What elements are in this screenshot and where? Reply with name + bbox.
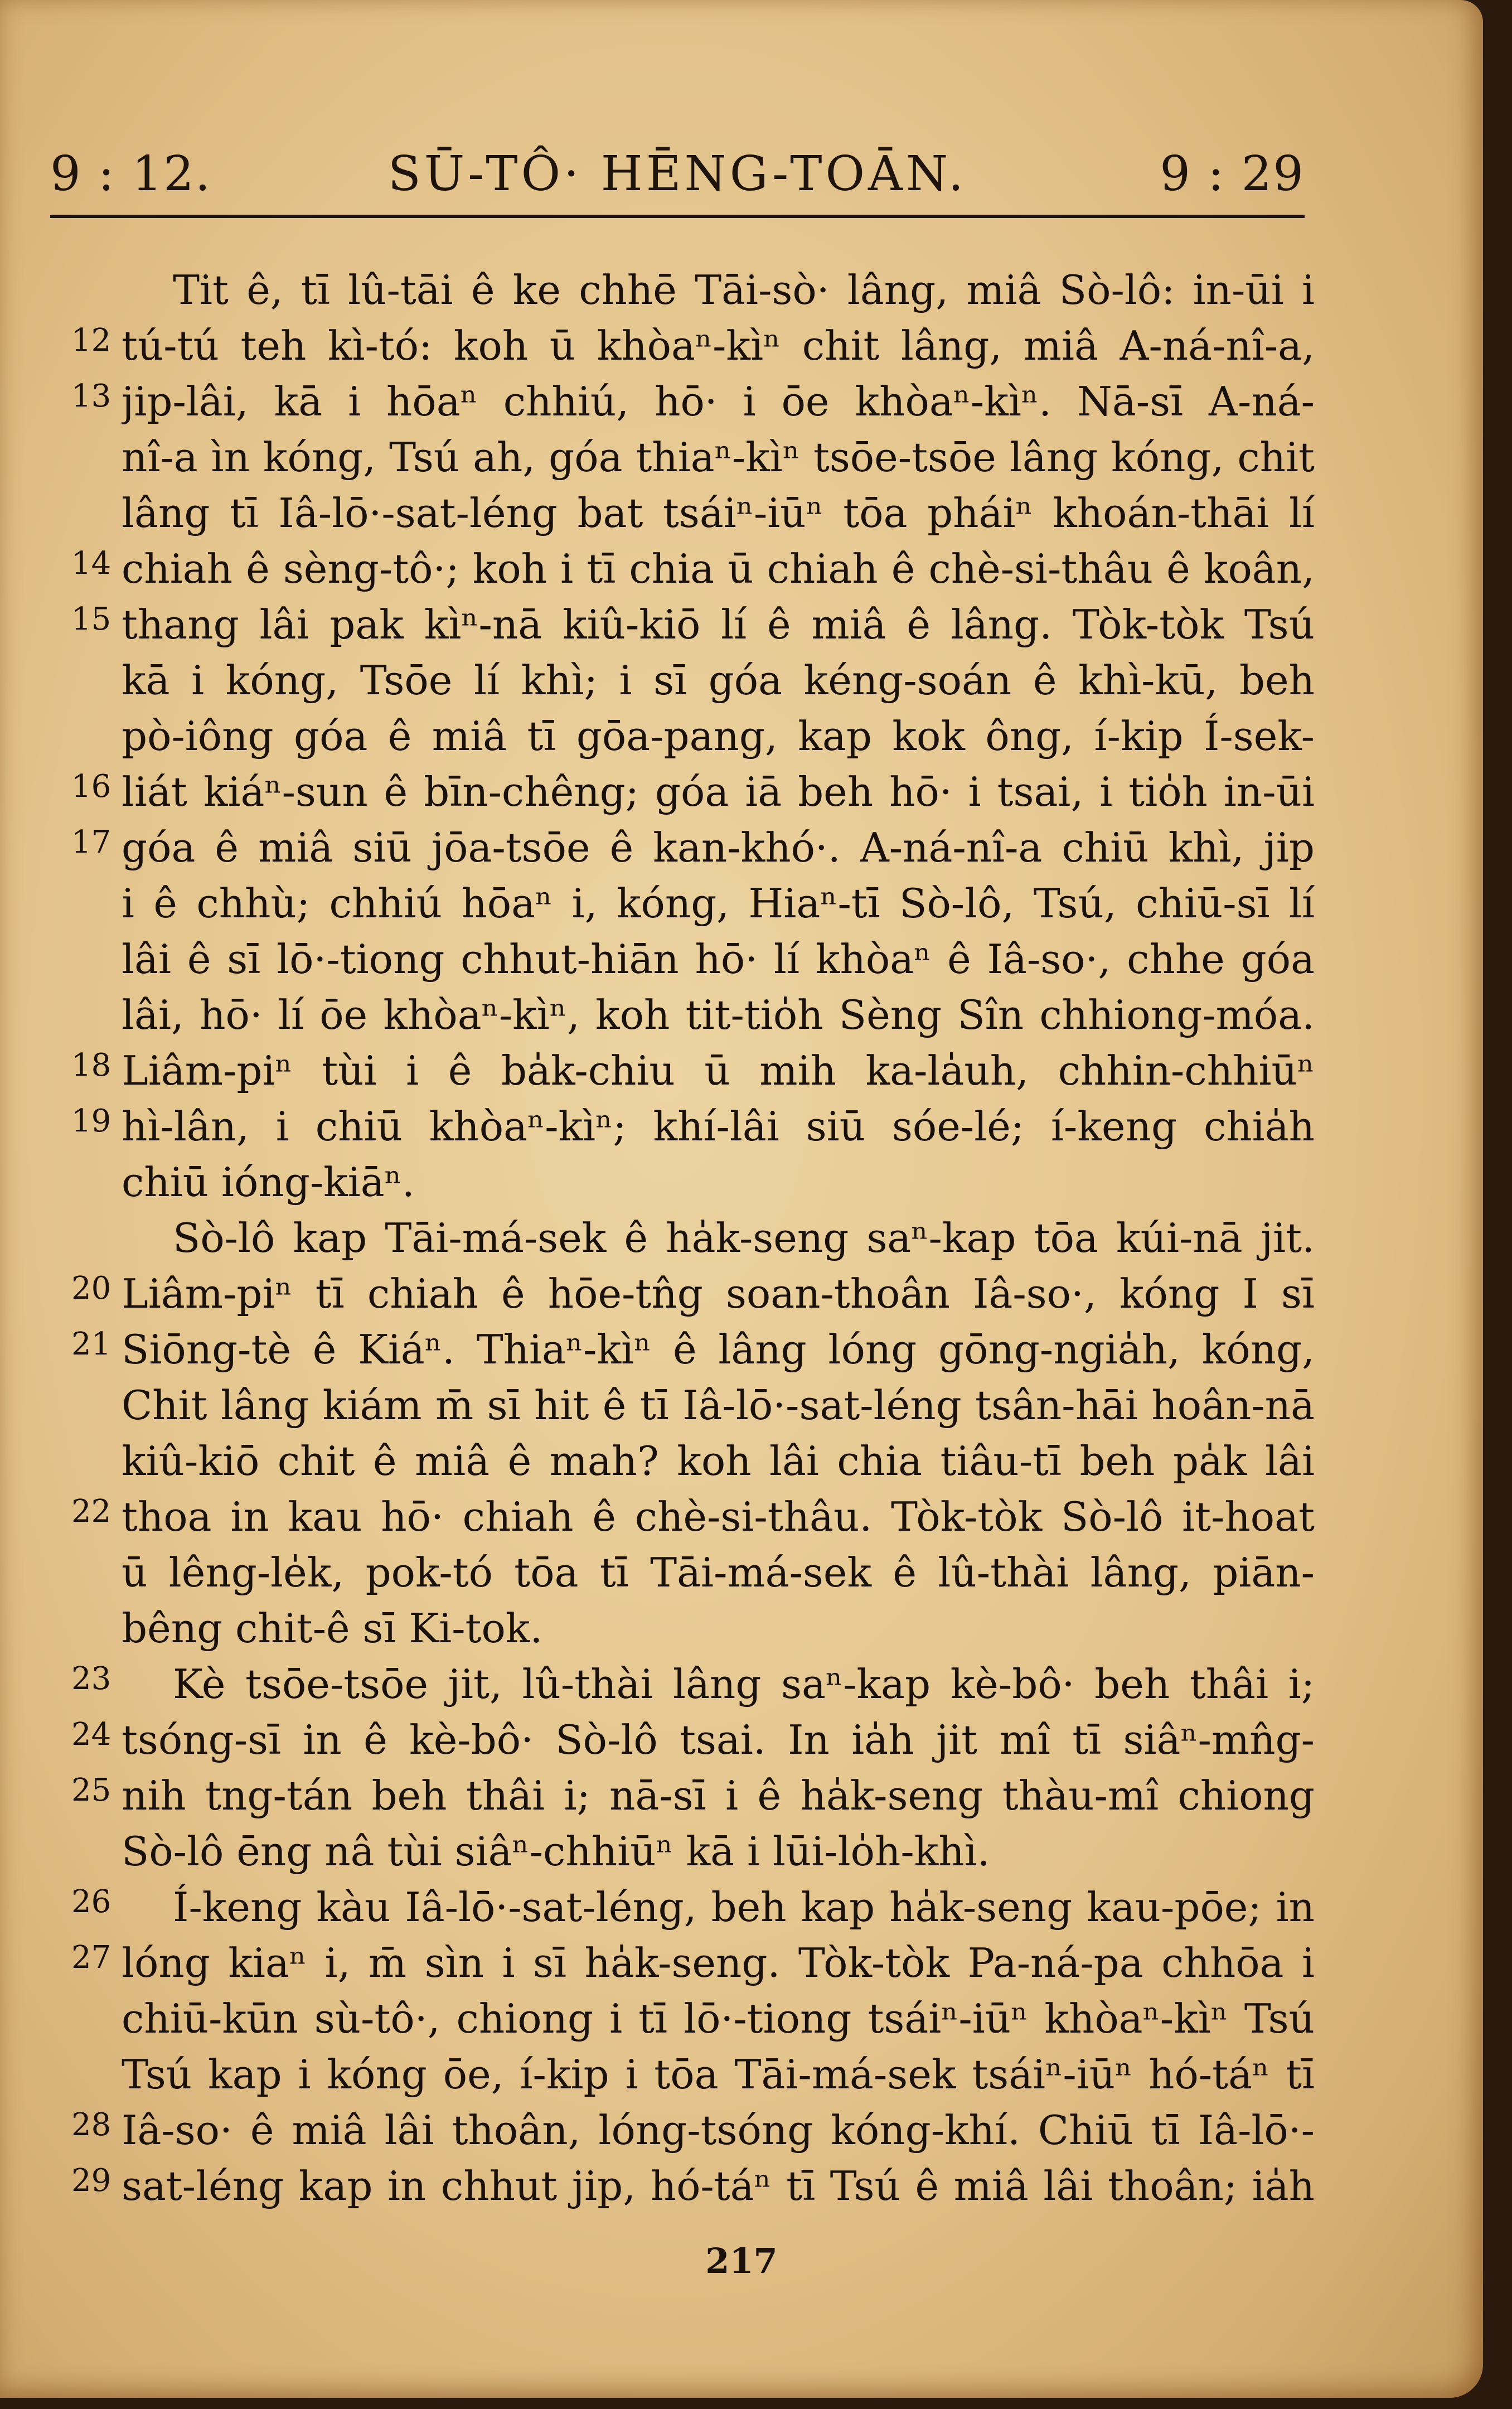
- verse-number: 28: [71, 2107, 112, 2143]
- text-line: [0, 931, 1483, 987]
- verse-number: 22: [71, 1493, 112, 1530]
- line-text: lóng kiaⁿ i, m̄ sìn i sī ha̍k-seng. Tòk-tòk Pa-ná-pa chhōa i: [122, 1939, 1315, 1986]
- line-text: thang lâi pak kìⁿ-nā kiû-kiō lí ê miâ ê lâng. Tòk-tòk Tsú: [122, 601, 1315, 648]
- verse-number: 27: [71, 1939, 112, 1976]
- text-line: [0, 2158, 1483, 2214]
- text-line: [0, 1656, 1483, 1712]
- line-text: sat-léng kap in chhut jip, hó-táⁿ tī Tsú ê miâ lâi thoân; ia̍h: [122, 2163, 1315, 2209]
- text-line: [0, 1099, 1483, 1154]
- page-number: 217: [705, 2241, 778, 2281]
- line-text: lâi, hō· lí ōe khòaⁿ-kìⁿ, koh tit-tio̍h Sèng Sîn chhiong-móa.: [122, 991, 1315, 1038]
- text-line: [0, 1879, 1483, 1935]
- verse-number: 29: [71, 2163, 112, 2199]
- text-line: [0, 485, 1483, 541]
- text-line: [0, 1712, 1483, 1768]
- text-line: [0, 1823, 1483, 1879]
- text-line: [0, 1043, 1483, 1099]
- text-line: [0, 374, 1483, 429]
- verse-number: 16: [71, 768, 112, 805]
- text-line: [0, 708, 1483, 764]
- line-text: Liâm-piⁿ tùi i ê ba̍k-chiu ū mih ka-la̍uh, chhin-chhiūⁿ: [122, 1047, 1315, 1094]
- text-line: [0, 1210, 1483, 1266]
- line-text: Í-keng kàu Iâ-lō·-sat-léng, beh kap ha̍k-seng kau-pōe; in: [173, 1884, 1315, 1931]
- verse-number: 17: [71, 824, 112, 860]
- text-line: [0, 1154, 1483, 1210]
- line-text: lâi ê sī lō·-tiong chhut-hiān hō· lí khòaⁿ ê Iâ-so·, chhe góa: [122, 936, 1315, 983]
- verse-number: 18: [71, 1047, 112, 1083]
- verse-number: 12: [71, 322, 112, 359]
- line-text: i ê chhù; chhiú hōaⁿ i, kóng, Hiaⁿ-tī Sò-lô, Tsú, chiū-sī lí: [122, 880, 1315, 927]
- text-line: [0, 1768, 1483, 1823]
- text-line: [0, 262, 1483, 318]
- text-line: [0, 875, 1483, 931]
- line-text: ū lêng-le̍k, pok-tó tōa tī Tāi-má-sek ê lû-thài lâng, piān-: [122, 1549, 1315, 1596]
- verse-number: 24: [71, 1716, 112, 1753]
- verse-number: 20: [71, 1270, 112, 1307]
- verse-number: 21: [71, 1326, 112, 1362]
- text-line: [0, 1545, 1483, 1600]
- text-line: [0, 1377, 1483, 1433]
- text-line: [0, 2102, 1483, 2158]
- line-text: góa ê miâ siū jōa-tsōe ê kan-khó·. A-ná-nî-a chiū khì, jip: [122, 824, 1315, 871]
- line-text: tú-tú teh kì-tó: koh ū khòaⁿ-kìⁿ chit lâng, miâ A-ná-nî-a,: [122, 322, 1315, 369]
- line-text: hì-lân, i chiū khòaⁿ-kìⁿ; khí-lâi siū sóe-lé; í-keng chia̍h: [122, 1103, 1315, 1150]
- text-line: [0, 1489, 1483, 1545]
- line-text: nih tng-tán beh thâi i; nā-sī i ê ha̍k-seng thàu-mî chiong: [122, 1772, 1315, 1819]
- line-text: Sò-lô kap Tāi-má-sek ê ha̍k-seng saⁿ-kap tōa kúi-nā jit.: [173, 1215, 1315, 1261]
- line-text: bêng chit-ê sī Ki-tok.: [122, 1605, 543, 1652]
- line-text: Tit ê, tī lû-tāi ê ke chhē Tāi-sò· lâng, miâ Sò-lô: in-ūi i: [173, 267, 1315, 313]
- text-line: [0, 987, 1483, 1043]
- text-line: [0, 764, 1483, 820]
- line-text: chiū-kūn sù-tô·, chiong i tī lō·-tiong tsáiⁿ-iūⁿ khòaⁿ-kìⁿ Tsú: [122, 1995, 1315, 2042]
- running-header: [50, 146, 1305, 213]
- text-line: [0, 820, 1483, 875]
- header-rule: [50, 215, 1305, 218]
- line-text: nî-a ìn kóng, Tsú ah, góa thiaⁿ-kìⁿ tsōe-tsōe lâng kóng, chit: [122, 434, 1315, 481]
- text-line: [0, 1322, 1483, 1377]
- verse-number: 25: [71, 1772, 112, 1808]
- text-line: [0, 318, 1483, 374]
- verse-number: 19: [71, 1103, 112, 1139]
- line-text: jip-lâi, kā i hōaⁿ chhiú, hō· i ōe khòaⁿ-kìⁿ. Nā-sī A-ná-: [122, 378, 1315, 425]
- line-text: Chit lâng kiám m̄ sī hit ê tī Iâ-lō·-sat-léng tsân-hāi hoân-nā: [122, 1382, 1315, 1429]
- text-line: [0, 1600, 1483, 1656]
- text-line: [0, 1991, 1483, 2047]
- line-text: chiah ê sèng-tô·; koh i tī chia ū chiah ê chè-si-thâu ê koân,: [122, 545, 1315, 592]
- verse-number: 23: [71, 1661, 112, 1697]
- header-chapter-end: 9 : 29: [1160, 146, 1305, 202]
- line-text: thoa in kau hō· chiah ê chè-si-thâu. Tòk-tòk Sò-lô it-hoat: [122, 1493, 1315, 1540]
- line-text: Tsú kap i kóng ōe, í-kip i tōa Tāi-má-sek tsáiⁿ-iūⁿ hó-táⁿ tī: [122, 2051, 1315, 2098]
- line-text: Sò-lô ēng nâ tùi siâⁿ-chhiūⁿ kā i lūi-lo̍h-khì.: [122, 1828, 990, 1875]
- line-text: tsóng-sī in ê kè-bô· Sò-lô tsai. In ia̍h jit mî tī siâⁿ-mn̂g-: [122, 1716, 1315, 1763]
- verse-number: 26: [71, 1884, 112, 1920]
- line-text: chiū ióng-kiāⁿ.: [122, 1159, 415, 1206]
- text-line: [0, 1266, 1483, 1322]
- text-line: [0, 1935, 1483, 1991]
- line-text: pò-iông góa ê miâ tī gōa-pang, kap kok ông, í-kip Í-sek-: [122, 713, 1315, 760]
- text-line: [0, 597, 1483, 652]
- line-text: kā i kóng, Tsōe lí khì; i sī góa kéng-soán ê khì-kū, beh: [122, 657, 1315, 704]
- verse-number: 15: [71, 601, 112, 637]
- header-title: SŪ-TÔ· HĒNG-TOĀN.: [387, 146, 967, 202]
- verse-number: 13: [71, 378, 112, 414]
- line-text: Siōng-tè ê Kiáⁿ. Thiaⁿ-kìⁿ ê lâng lóng gōng-ngia̍h, kóng,: [122, 1326, 1315, 1373]
- verse-number: 14: [71, 545, 112, 582]
- line-text: Iâ-so· ê miâ lâi thoân, lóng-tsóng kóng-khí. Chiū tī Iâ-lō·-: [122, 2107, 1315, 2154]
- text-line: [0, 541, 1483, 597]
- line-text: Kè tsōe-tsōe jit, lû-thài lâng saⁿ-kap kè-bô· beh thâi i;: [173, 1661, 1315, 1707]
- line-text: liát kiáⁿ-sun ê bīn-chêng; góa iā beh hō· i tsai, i tio̍h in-ūi: [122, 768, 1315, 815]
- text-line: [0, 2047, 1483, 2102]
- text-line: [0, 652, 1483, 708]
- line-text: kiû-kiō chit ê miâ ê mah? koh lâi chia tiâu-tī beh pa̍k lâi: [122, 1438, 1315, 1484]
- text-line: [0, 1433, 1483, 1489]
- line-text: lâng tī Iâ-lō·-sat-léng bat tsáiⁿ-iūⁿ tōa pháiⁿ khoán-thāi lí: [122, 490, 1315, 536]
- line-text: Liâm-piⁿ tī chiah ê hōe-tn̂g soan-thoân Iâ-so·, kóng I sī: [122, 1270, 1315, 1317]
- text-line: [0, 429, 1483, 485]
- header-chapter-start: 9 : 12.: [50, 146, 212, 202]
